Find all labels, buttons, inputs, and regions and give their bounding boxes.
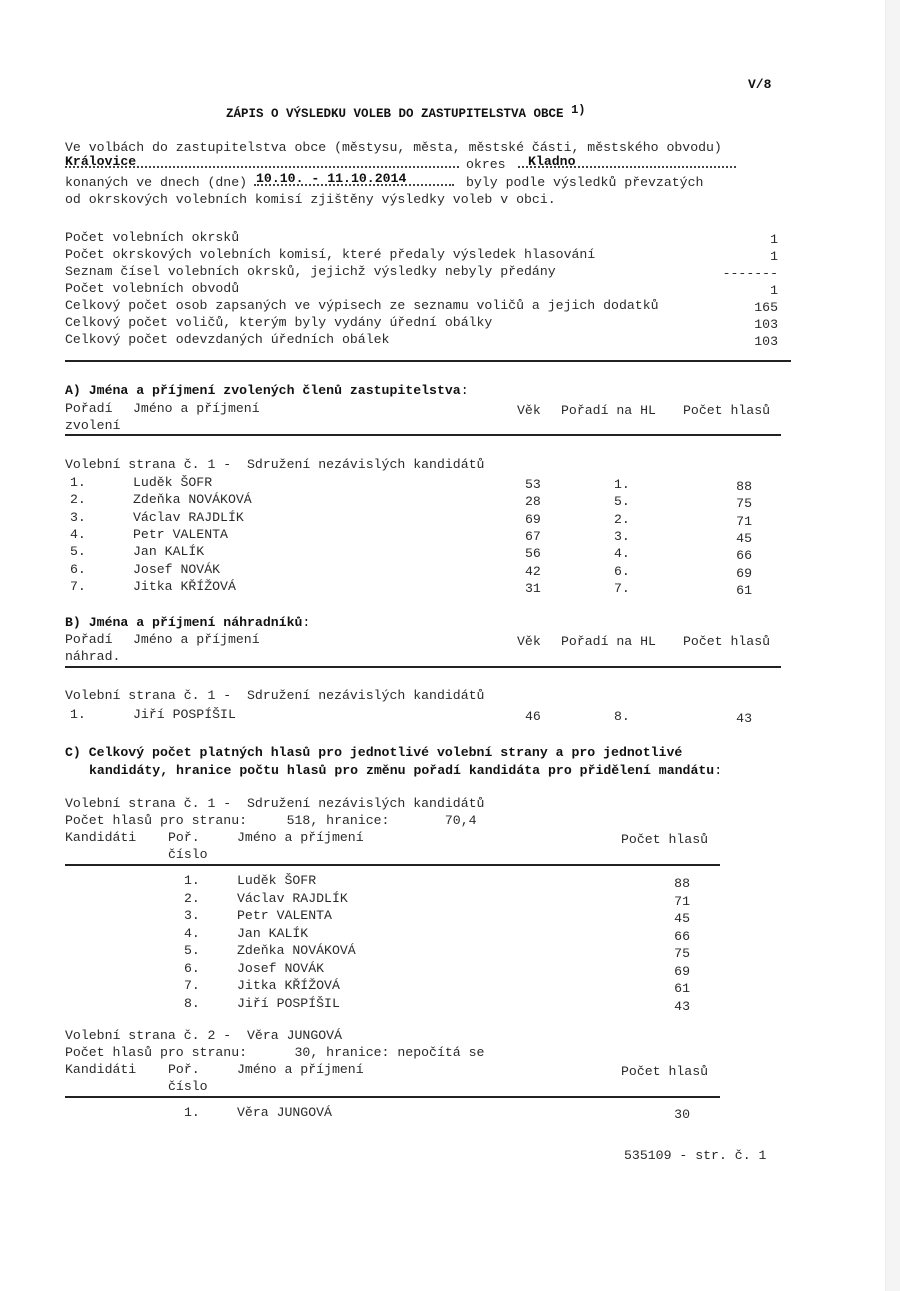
cand-votes: 30 xyxy=(674,1107,690,1122)
stat-label: Počet volebních okrsků xyxy=(65,230,240,245)
sub-name: Jiří POSPÍŠIL xyxy=(133,707,236,722)
cand-order: 3. xyxy=(184,908,200,923)
section-c-heading-colon: : xyxy=(714,763,723,778)
district-label: okres xyxy=(466,157,506,172)
member-name: Petr VALENTA xyxy=(133,526,228,542)
stat-value: 1 xyxy=(770,232,778,247)
district-name: Kladno xyxy=(528,154,576,169)
col-name: Jméno a příjmení xyxy=(133,401,260,416)
col-por-2: číslo xyxy=(168,847,208,862)
section-b-heading-text: B) Jména a příjmení náhradníků xyxy=(65,615,303,630)
page-footer: 535109 - str. č. 1 xyxy=(624,1148,767,1163)
cand-votes: 69 xyxy=(674,963,690,979)
col-por: Poř. xyxy=(168,830,200,845)
cand-order: 8. xyxy=(184,995,200,1011)
section-b-heading-colon: : xyxy=(302,615,311,630)
member-name: Luděk ŠOFR xyxy=(133,475,213,490)
member-votes: 88 xyxy=(736,479,752,494)
cand-order: 6. xyxy=(184,960,200,976)
stat-label: Počet okrskových volebních komisí, které předaly výsledek hlasování xyxy=(65,247,596,262)
member-order: 1. xyxy=(70,475,86,490)
col-order-2: zvolení xyxy=(65,418,121,433)
party-votes-line: Počet hlasů pro stranu: 518, hranice: 70,4 xyxy=(65,813,477,828)
member-order: 5. xyxy=(70,544,86,560)
intro-line-3-suffix: byly podle výsledků převzatých xyxy=(466,175,704,190)
party-votes-line: Počet hlasů pro stranu: 30, hranice: nepočítá se xyxy=(65,1045,485,1060)
municipality-dotted-line xyxy=(65,166,459,168)
member-name: Václav RAJDLÍK xyxy=(133,509,244,525)
stat-value: 1 xyxy=(770,249,778,264)
intro-line-1: Ve volbách do zastupitelstva obce (městysu, města, městské části, městského obvodu) xyxy=(65,140,722,155)
col-candidates: Kandidáti xyxy=(65,830,137,845)
cand-order: 5. xyxy=(184,943,200,958)
section-c-heading-2-text: kandidáty, hranice počtu hlasů pro změnu pořadí kandidáta pro přidělení mandátu xyxy=(89,763,715,778)
cand-order: 1. xyxy=(184,1105,200,1120)
page-code: V/8 xyxy=(748,77,772,92)
member-votes: 75 xyxy=(736,496,752,512)
member-order: 3. xyxy=(70,509,86,525)
sub-hl: 8. xyxy=(614,709,630,724)
col-votes: Počet hlasů xyxy=(621,1064,709,1079)
intro-line-4: od okrskových volebních komisí zjištěny výsledky voleb v obci. xyxy=(65,192,556,207)
cand-votes: 75 xyxy=(674,946,690,961)
member-name: Josef NOVÁK xyxy=(133,561,221,577)
member-hl: 3. xyxy=(614,528,630,544)
member-name: Zdeňka NOVÁKOVÁ xyxy=(133,492,252,508)
member-name: Jitka KŘÍŽOVÁ xyxy=(133,578,236,594)
col-hl: Pořadí na HL xyxy=(561,634,656,649)
municipality-name: Královice xyxy=(65,154,137,169)
section-b-heading xyxy=(65,614,310,631)
divider xyxy=(65,666,781,668)
stat-value: 103 xyxy=(754,334,778,349)
col-votes: Počet hlasů xyxy=(621,832,709,847)
col-votes: Počet hlasů xyxy=(683,634,771,649)
cand-name: Věra JUNGOVÁ xyxy=(237,1105,332,1120)
member-votes: 71 xyxy=(736,513,752,529)
col-por: Poř. xyxy=(168,1062,200,1077)
member-age: 31 xyxy=(525,580,541,596)
cand-name: Jan KALÍK xyxy=(237,925,309,941)
member-order: 4. xyxy=(70,526,86,542)
sub-order: 1. xyxy=(70,707,86,722)
party-title: Volební strana č. 1 - Sdružení nezávislých kandidátů xyxy=(65,457,485,472)
col-por-2: číslo xyxy=(168,1079,208,1094)
election-dates: 10.10. - 11.10.2014 xyxy=(256,171,407,186)
cand-votes: 61 xyxy=(674,981,690,996)
cand-order: 7. xyxy=(184,978,200,993)
col-votes: Počet hlasů xyxy=(683,403,771,418)
stat-value: 103 xyxy=(754,317,778,332)
title-footnote: 1) xyxy=(571,103,586,117)
cand-votes: 43 xyxy=(674,998,690,1014)
party-title: Volební strana č. 2 - Věra JUNGOVÁ xyxy=(65,1028,342,1043)
cand-name: Petr VALENTA xyxy=(237,908,332,923)
member-votes: 66 xyxy=(736,548,752,564)
member-age: 42 xyxy=(525,563,541,579)
stat-label: Seznam čísel volebních okrsků, jejichž výsledky nebyly předány xyxy=(65,264,556,279)
cand-name: Luděk ŠOFR xyxy=(237,873,317,888)
cand-order: 4. xyxy=(184,925,200,941)
sub-votes: 43 xyxy=(736,711,752,726)
member-hl: 6. xyxy=(614,563,630,579)
party-title: Volební strana č. 1 - Sdružení nezávislých kandidátů xyxy=(65,688,485,703)
col-candidates: Kandidáti xyxy=(65,1062,137,1077)
section-a-heading-colon: : xyxy=(460,383,469,398)
stat-value: ------- xyxy=(722,266,778,281)
member-votes: 45 xyxy=(736,530,752,546)
member-name: Jan KALÍK xyxy=(133,544,205,560)
district-dotted-line xyxy=(518,166,736,168)
cand-name: Josef NOVÁK xyxy=(237,960,325,976)
intro-line-3-prefix: konaných ve dnech (dne) xyxy=(65,175,248,190)
stat-value: 1 xyxy=(770,283,778,298)
divider xyxy=(65,434,781,436)
member-hl: 5. xyxy=(614,494,630,510)
cand-name: Václav RAJDLÍK xyxy=(237,890,348,906)
member-age: 56 xyxy=(525,546,541,562)
section-a-heading-text: A) Jména a příjmení zvolených členů zastupitelstva xyxy=(65,383,461,398)
stat-value: 165 xyxy=(754,300,778,315)
cand-votes: 66 xyxy=(674,928,690,944)
stat-label: Celkový počet odevzdaných úředních obálek xyxy=(65,332,390,347)
col-age: Věk xyxy=(517,403,541,418)
scan-edge xyxy=(885,0,900,1291)
member-hl: 7. xyxy=(614,580,630,596)
sub-age: 46 xyxy=(525,709,541,724)
col-order-2: náhrad. xyxy=(65,649,121,664)
cand-name: Zdeňka NOVÁKOVÁ xyxy=(237,943,356,958)
cand-name: Jitka KŘÍŽOVÁ xyxy=(237,978,340,993)
party-title: Volební strana č. 1 - Sdružení nezávislých kandidátů xyxy=(65,796,485,811)
divider xyxy=(65,864,720,866)
cand-name: Jiří POSPÍŠIL xyxy=(237,995,340,1011)
member-hl: 2. xyxy=(614,511,630,527)
col-order: Pořadí xyxy=(65,632,113,647)
divider xyxy=(65,360,791,362)
member-age: 28 xyxy=(525,494,541,510)
member-hl: 1. xyxy=(614,477,630,492)
section-c-heading-1: C) Celkový počet platných hlasů pro jednotlivé volební strany a pro jednotlivé xyxy=(65,745,683,760)
stat-label: Celkový počet voličů, kterým byly vydány úřední obálky xyxy=(65,315,493,330)
member-order: 6. xyxy=(70,561,86,577)
member-order: 2. xyxy=(70,492,86,508)
member-votes: 69 xyxy=(736,565,752,581)
cand-order: 2. xyxy=(184,890,200,906)
cand-votes: 88 xyxy=(674,876,690,891)
member-votes: 61 xyxy=(736,582,752,598)
dates-dotted-line xyxy=(254,184,454,186)
document-title xyxy=(226,103,586,123)
member-age: 53 xyxy=(525,477,541,492)
title-text: ZÁPIS O VÝSLEDKU VOLEB DO ZASTUPITELSTVA OBCE xyxy=(226,107,564,121)
col-name: Jméno a příjmení xyxy=(237,1062,364,1077)
col-age: Věk xyxy=(517,634,541,649)
stat-label: Počet volebních obvodů xyxy=(65,281,240,296)
col-hl: Pořadí na HL xyxy=(561,403,656,418)
stat-label: Celkový počet osob zapsaných ve výpisech ze seznamu voličů a jejich dodatků xyxy=(65,298,659,313)
cand-votes: 45 xyxy=(674,911,690,926)
member-age: 69 xyxy=(525,511,541,527)
col-name: Jméno a příjmení xyxy=(133,632,260,647)
cand-order: 1. xyxy=(184,873,200,888)
cand-votes: 71 xyxy=(674,893,690,909)
col-order: Pořadí xyxy=(65,401,113,416)
member-hl: 4. xyxy=(614,546,630,562)
divider xyxy=(65,1096,720,1098)
member-order: 7. xyxy=(70,578,86,594)
col-name: Jméno a příjmení xyxy=(237,830,364,845)
section-a-heading xyxy=(65,382,469,399)
member-age: 67 xyxy=(525,528,541,544)
section-c-heading-2 xyxy=(89,762,722,779)
